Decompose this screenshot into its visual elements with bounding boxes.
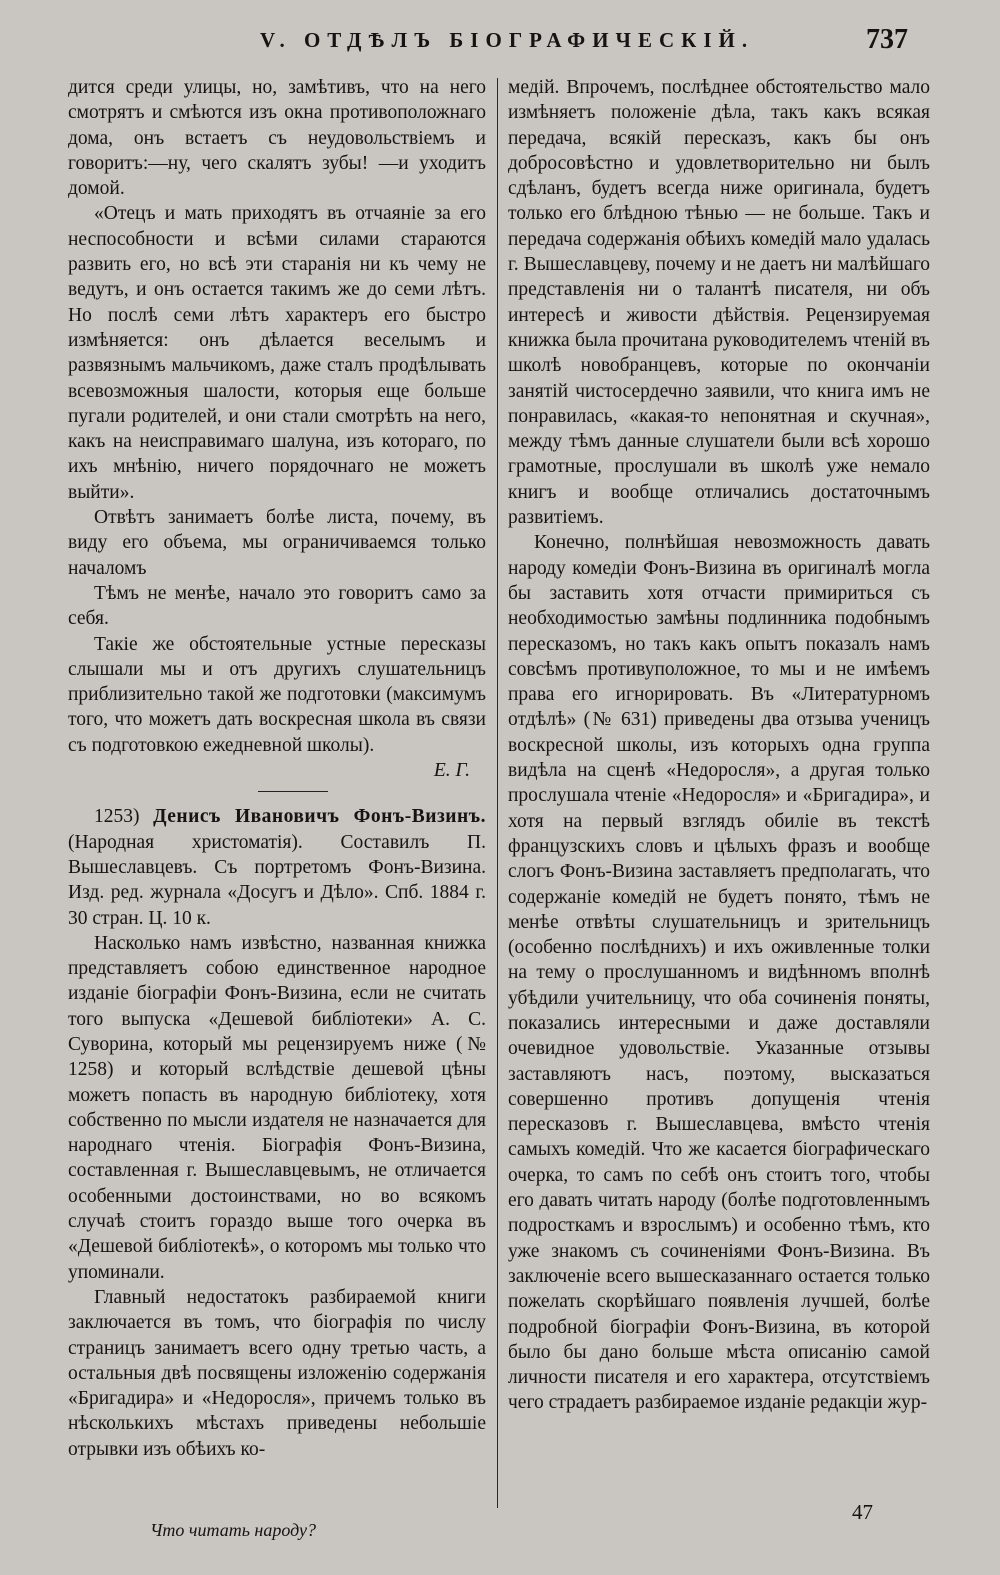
section-title: V. ОТДѢЛЪ БІОГРАФИЧЕСКІЙ. — [260, 28, 755, 52]
column-divider — [497, 78, 498, 1508]
right-column — [508, 75, 930, 1416]
paragraph: Насколько намъ извѣстно, названная книжка представляетъ собою единственное народное изданіе біографіи Фонъ-Визина, если не считать того выпуска «Дешевой библіотеки» А. С. Суворина, который мы рецензируемъ ниже (№ 1258) и который вслѣдствіе дешевой цѣны можетъ попасть въ народную библіотеку, хотя собственно по мысли издателя не назначается для народнаго чтенія. Біографія Фонъ-Визина, составленная г. Вышеславцевымъ, не отличается особенными достоинствами, но во всякомъ случаѣ стоитъ гораздо выше того очерка въ «Дешевой библіотекѣ», о которомъ мы только что упоминали. — [68, 932, 486, 1283]
paragraph: дится среди улицы, но, замѣтивъ, что на него смотрятъ и смѣются изъ окна противоположнаго дома, онъ встаетъ съ неудовольствіемъ и говоритъ:—ну, чего скалятъ зубы! —и уходитъ домой. — [68, 77, 486, 200]
running-footer: Что читать народу? — [150, 1520, 316, 1540]
paragraph: Конечно, полнѣйшая невозможность давать народу комедіи Фонъ-Визина въ оригиналѣ могла бы заставить хотя отчасти примириться съ необходимостью замѣны подлинника подобнымъ пересказомъ, но такъ какъ опытъ показалъ намъ совсѣмъ противуположное, то мы и не имѣемъ права его игнорировать. Въ «Литературномъ отдѣлѣ» (№ 631) приведены два отзыва ученицъ воскресной школы, изъ которыхъ одна группа видѣла на сценѣ «Недоросля», а другая только прослушала чтеніе «Недоросля» и «Бригадира», и хотя на первый взглядъ обиліе въ текстѣ французскихъ словъ и цѣлыхъ фразъ и вообще слогъ Фонъ-Визина заставляетъ предполагать, что содержаніе комедій не будетъ понято, тѣмъ не менѣе отвѣты слушательницъ и зрительницъ (особенно послѣднихъ) и ихъ оживленные толки на тему о прослушанномъ и видѣнномъ вполнѣ убѣдили учительницу, что оба сочиненія поняты, показались интересными и даже доставляли очевидное удовольствіе. Указанные отзывы заставляютъ насъ, поэтому, высказаться совершенно противъ допущенія чтенія пересказовъ г. Вышеславцева, вмѣсто чтенія самыхъ комедій. Что же касается біографическаго очерка, то самъ по себѣ онъ стоитъ того, чтобы его давать читать народу (болѣе подготовленнымъ подросткамъ и взрослымъ) и особенно тѣмъ, кто уже знакомъ съ сочиненіями Фонъ-Визина. Въ заключеніе всего вышесказаннаго остается только пожелать скорѣйшаго появленія лучшей, болѣе подробной біографіи Фонъ-Визина, въ которой было бы дано больше мѣста описанію самой личности писателя и его характера, отсутствіемъ чего страдаетъ разбираемое изданіе редакціи жур- — [508, 532, 930, 1414]
paragraph: медій. Впрочемъ, послѣднее обстоятельство мало измѣняетъ положеніе дѣла, такъ какъ всякая передача, всякій пересказъ, какъ бы онъ добросовѣстно и удовлетворительно ни былъ сдѣланъ, будетъ всегда ниже оригинала, будетъ только его блѣдною тѣнью — не больше. Такъ и передача содержанія обѣихъ комедій мало удалась г. Вышеславцеву, почему и не даетъ ни малѣйшаго представленія ни о талантѣ писателя, ни объ интересѣ и живости дѣйствія. Рецензируемая книжка была прочитана руководителемъ чтеній въ школѣ новобранцевъ, которые по окончаніи занятій чистосердечно заявили, что книга имъ не понравилась, «какая-то непонятная и скучная», между тѣмъ данные слушатели были всѣ хорошо грамотные, прослушали въ школѣ уже немало книгъ и вообще отличались достаточнымъ развитіемъ. — [508, 77, 930, 529]
author-signature: Е. Г. — [433, 760, 470, 782]
entry-title: Денисъ Ивановичъ Фонъ-Визинъ. — [153, 806, 486, 828]
page-number: 737 — [866, 24, 908, 55]
paragraph: Тѣмъ не менѣе, начало это говоритъ само за себя. — [68, 582, 486, 630]
left-column — [68, 75, 486, 1462]
paragraph: Такіе же обстоятельные устные пересказы слышали мы и отъ другихъ слушательницъ приблизительно такой же подготовки (максимумъ того, что можетъ дать воскресная школа въ связи съ подготовкою ежедневной школы). — [68, 633, 486, 756]
bibliographic-entry — [68, 804, 486, 930]
paragraph: Отвѣтъ занимаетъ болѣе листа, почему, въ виду его объема, мы ограничиваемся только началомъ — [68, 507, 486, 579]
sheet-number: 47 — [852, 1500, 873, 1524]
page-header — [70, 22, 908, 56]
entry-details: (Народная христоматія). Составилъ П. Вышеславцевъ. Съ портретомъ Фонъ-Визина. Изд. ред. журнала «Досугъ и Дѣло». Спб. 1884 г. 30 стран. Ц. 10 к. — [68, 831, 486, 929]
entry-number: 1253) — [94, 806, 140, 828]
paragraph: «Отецъ и мать приходятъ въ отчаяніе за его неспособности и всѣми силами стараются развить его, но всѣ эти старанія ни къ чему не ведутъ, и онъ остается такимъ же до семи лѣтъ. Но послѣ семи лѣтъ характеръ его быстро измѣняется: онъ дѣлается веселымъ и развязнымъ мальчикомъ, даже сталъ продѣлывать всевозможныя шалости, которыя еще больше пугали родителей, и они стали смотрѣть на него, какъ на неисправимаго шалуна, изъ котораго, по ихъ мнѣнію, ничего порядочнаго не можетъ выйти». — [68, 203, 486, 503]
section-divider — [258, 791, 328, 792]
paragraph: Главный недостатокъ разбираемой книги заключается въ томъ, что біографія по числу страницъ занимаетъ всего одну третью часть, а остальныя двѣ посвящены изложенію содержанія «Бригадира» и «Недоросля», причемъ только въ нѣсколькихъ мѣстахъ приведены небольшіе отрывки изъ обѣихъ ко- — [68, 1286, 486, 1460]
